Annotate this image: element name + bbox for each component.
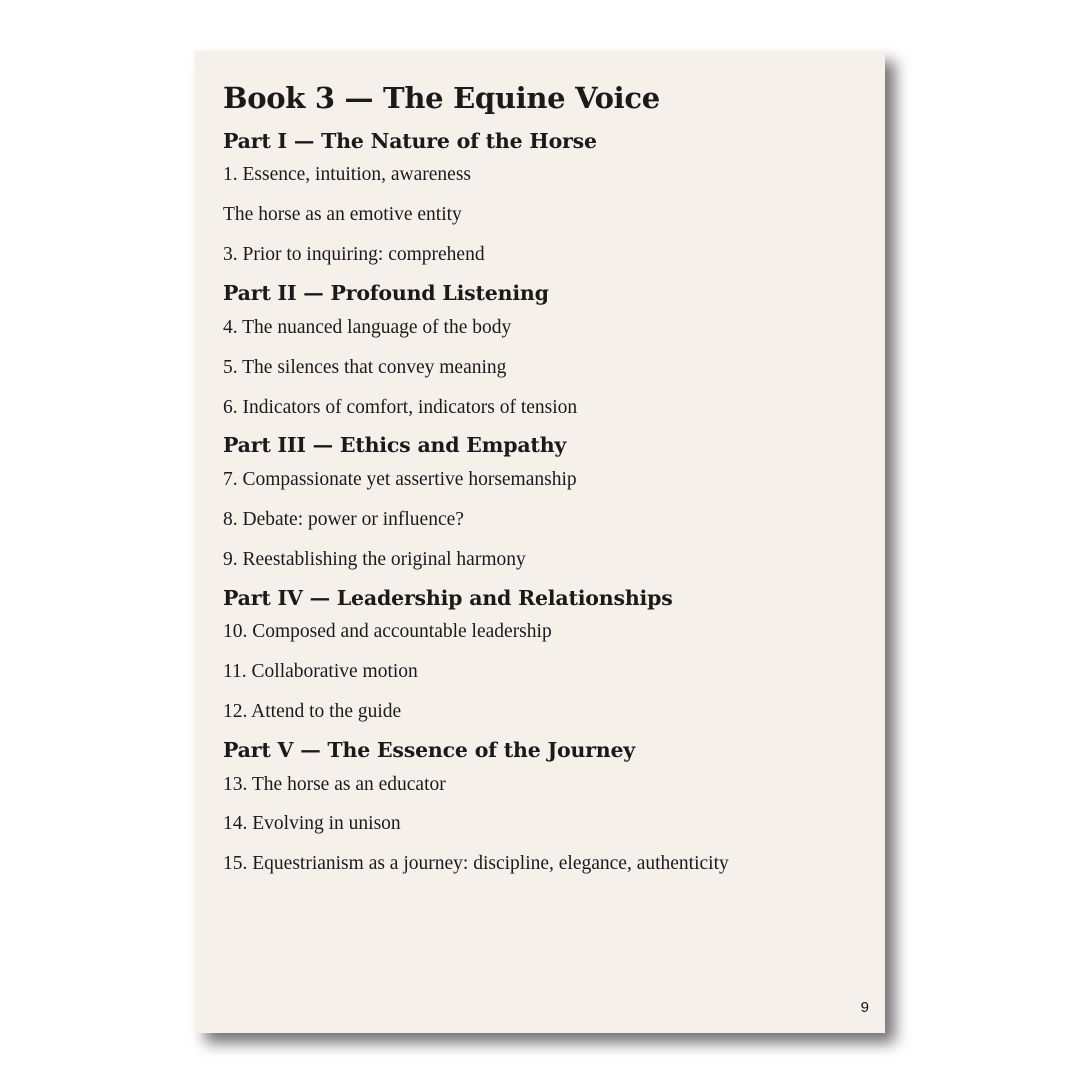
part-4	[223, 586, 857, 724]
part-heading: Part IV — Leadership and Relationships	[223, 585, 673, 610]
part-heading: Part III — Ethics and Empathy	[223, 433, 567, 458]
toc-item: 8. Debate: power or influence?	[223, 508, 464, 530]
document-page	[195, 51, 885, 1033]
toc-item: 1. Essence, intuition, awareness	[223, 164, 472, 186]
toc-item: 11. Collaborative motion	[223, 661, 418, 683]
toc-item: 3. Prior to inquiring: comprehend	[223, 244, 485, 266]
toc-item: 7. Compassionate yet assertive horsemanship	[223, 469, 577, 491]
page-title: Book 3 — The Equine Voice	[223, 81, 660, 115]
toc-item: The horse as an emotive entity	[223, 204, 462, 226]
part-heading: Part I — The Nature of the Horse	[223, 128, 597, 153]
toc-item: 13. The horse as an educator	[223, 773, 446, 795]
toc-item: 14. Evolving in unison	[223, 813, 401, 835]
toc-item: 12. Attend to the guide	[223, 701, 402, 723]
part-heading: Part II — Profound Listening	[223, 281, 549, 306]
part-1	[223, 129, 857, 267]
toc-item: 5. The silences that convey meaning	[223, 356, 507, 378]
part-heading: Part V — The Essence of the Journey	[223, 737, 636, 762]
page-number: 9	[860, 999, 869, 1016]
toc-item: 10. Composed and accountable leadership	[223, 621, 552, 643]
toc-item: 6. Indicators of comfort, indicators of tension	[223, 396, 578, 418]
toc-item: 15. Equestrianism as a journey: discipline, elegance, authenticity	[223, 853, 729, 875]
part-5	[223, 738, 857, 876]
part-3	[223, 433, 857, 571]
toc-item: 9. Reestablishing the original harmony	[223, 548, 526, 570]
toc-item: 4. The nuanced language of the body	[223, 316, 512, 338]
part-2	[223, 281, 857, 419]
